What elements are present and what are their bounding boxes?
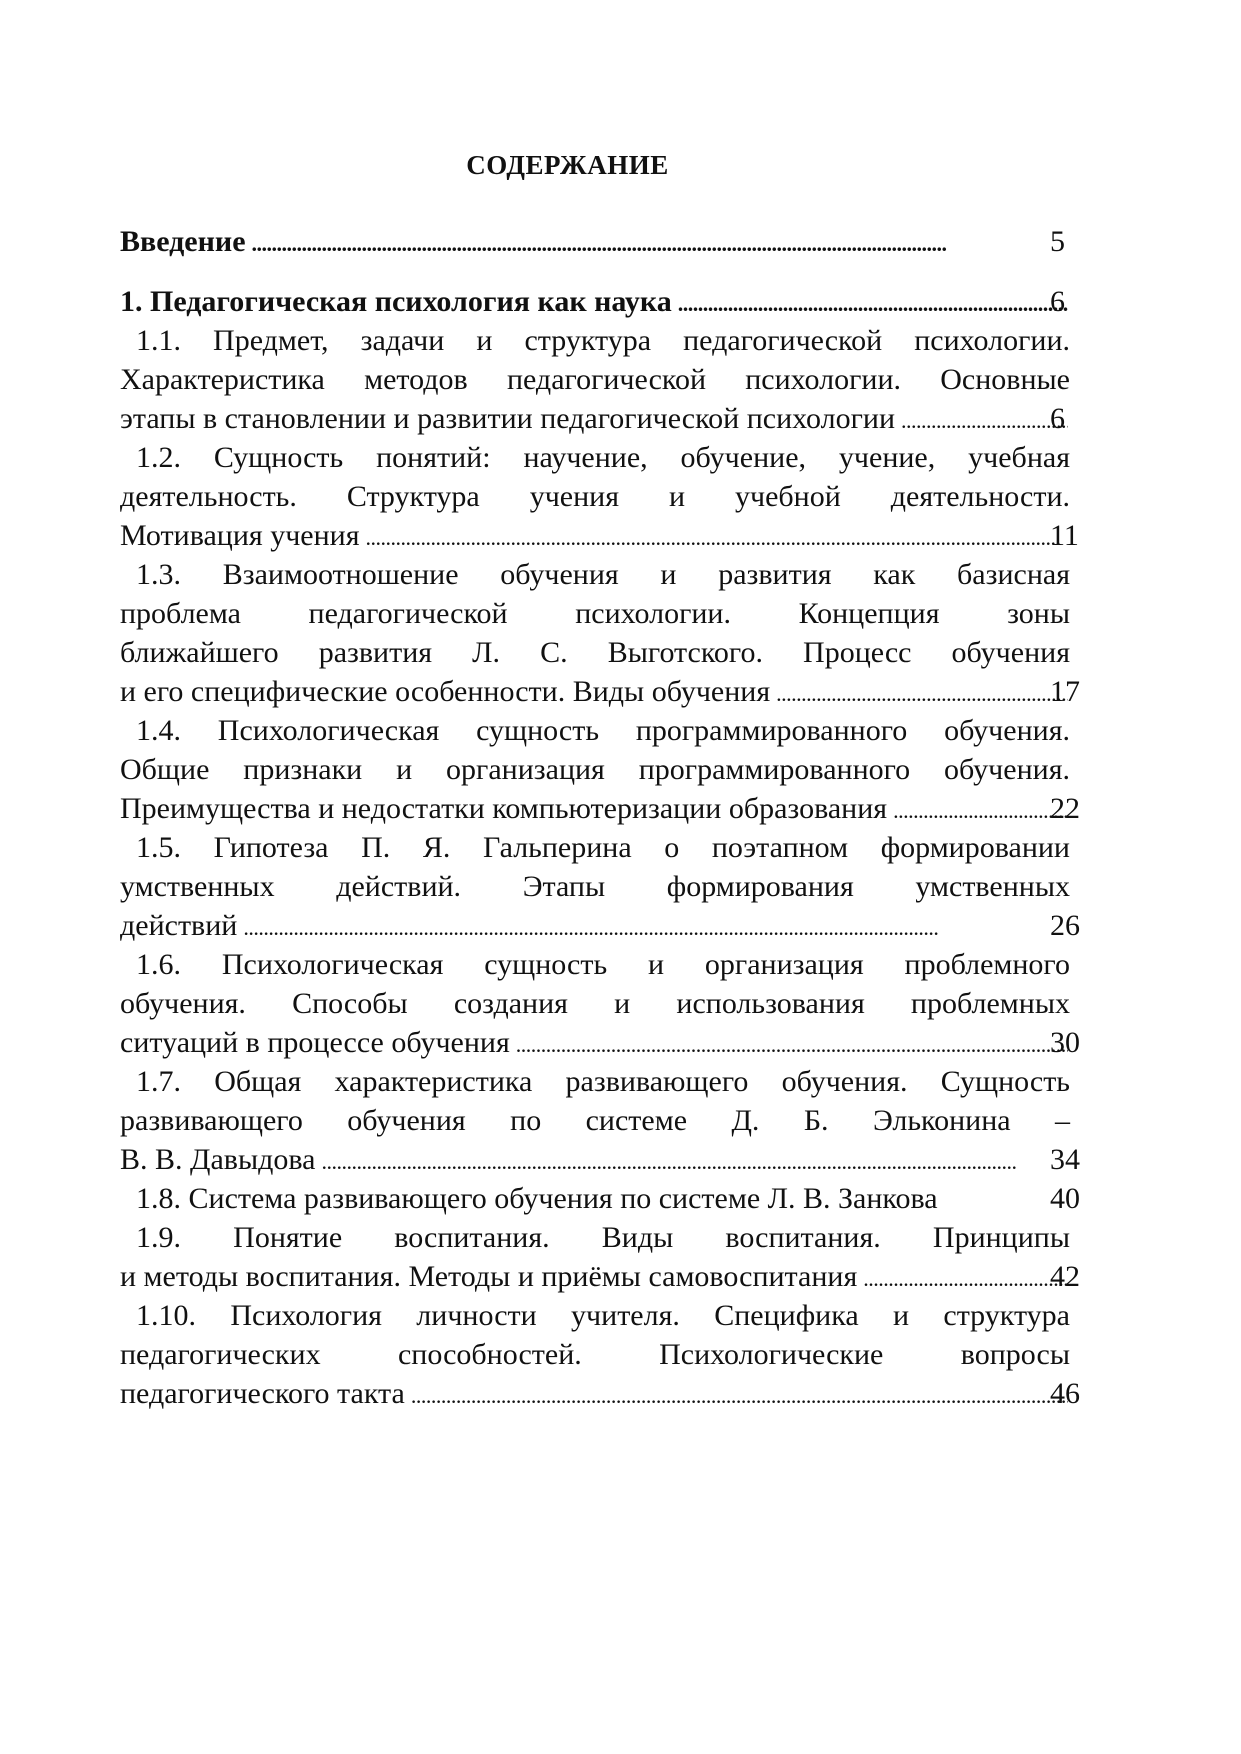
toc-line-text: 1.1. Предмет, задачи и структура педагогической психологии. — [136, 324, 1070, 357]
leader-dots — [411, 1372, 1068, 1418]
toc-line-text: деятельность. Структура учения и учебной деятельности. — [120, 480, 1070, 513]
toc-entry-1-7-line[interactable] — [120, 1060, 1070, 1104]
toc-entry-1-3-line[interactable] — [120, 553, 1070, 597]
toc-line-text: и его специфические особенности. Виды обучения — [120, 675, 771, 708]
toc-entry-1-6-line[interactable] — [120, 943, 1070, 987]
page-number: 34 — [1050, 1143, 1080, 1176]
toc-line-text: ближайшего развития Л. С. Выготского. Процесс обучения — [120, 636, 1070, 669]
toc-line-text: ситуаций в процессе обучения — [120, 1026, 510, 1059]
page-number: 22 — [1050, 792, 1080, 825]
page-number: 46 — [1050, 1377, 1080, 1410]
toc-line-text: действий — [120, 909, 238, 942]
toc-entry-text: Введение — [120, 225, 246, 258]
toc-entry-1-10-line[interactable] — [120, 1294, 1070, 1338]
toc-entry-1-3-line[interactable] — [120, 592, 1070, 636]
toc-line-text: 1.2. Сущность понятий: научение, обучение, учение, учебная — [136, 441, 1070, 474]
toc-entry-1-5-line[interactable] — [120, 826, 1070, 870]
toc-line-text: 1.10. Психология личности учителя. Специфика и структура — [136, 1299, 1070, 1332]
toc-entry-1-10-line[interactable] — [120, 1333, 1070, 1377]
page-number: 26 — [1050, 909, 1080, 942]
toc-line-text: Общие признаки и организация программированного обучения. — [120, 753, 1070, 786]
toc-entry-1-2-line[interactable] — [120, 436, 1070, 480]
toc-entry-1-4-line[interactable] — [120, 748, 1070, 792]
toc-entry-1-7-line[interactable] — [120, 1099, 1070, 1143]
toc-entry-intro[interactable] — [120, 220, 1070, 266]
toc-entry-1-1-line[interactable] — [120, 358, 1070, 402]
page-number: 6 — [1050, 402, 1065, 435]
toc-entry-text: 1. Педагогическая психология как наука — [120, 285, 672, 318]
toc-line-text: Преимущества и недостатки компьютеризации образования — [120, 792, 888, 825]
toc-title: СОДЕРЖАНИЕ — [466, 150, 669, 180]
toc-line-text: 1.3. Взаимоотношение обучения и развития как базисная — [136, 558, 1070, 591]
page-number: 5 — [1050, 225, 1065, 258]
toc-line-text: 1.7. Общая характеристика развивающего обучения. Сущность — [136, 1065, 1070, 1098]
leader-dots — [252, 220, 1068, 266]
toc-line-text: 1.4. Психологическая сущность программированного обучения. — [136, 714, 1070, 747]
toc-line-text: этапы в становлении и развитии педагогической психологии — [120, 402, 896, 435]
toc-entry-1-2-line[interactable] — [120, 475, 1070, 519]
toc-line-text: В. В. Давыдова — [120, 1143, 316, 1176]
toc-line-text: 1.8. Система развивающего обучения по системе Л. В. Занкова — [136, 1182, 938, 1215]
page-number: 6 — [1050, 285, 1065, 318]
toc-line-text: 1.9. Понятие воспитания. Виды воспитания. Принципы — [136, 1221, 1070, 1254]
page-number: 30 — [1050, 1026, 1080, 1059]
page-number: 17 — [1050, 675, 1080, 708]
toc-line-text: педагогических способностей. Психологические вопросы — [120, 1338, 1070, 1371]
toc-entry-1-9-line[interactable] — [120, 1216, 1070, 1260]
toc-entry-1-1-line[interactable] — [120, 319, 1070, 363]
toc-line-text: и методы воспитания. Методы и приёмы самовоспитания — [120, 1260, 858, 1293]
toc-entry-1-4-line[interactable] — [120, 709, 1070, 753]
toc-line-text: развивающего обучения по системе Д. Б. Эльконина – — [120, 1104, 1070, 1137]
toc-entry-1-3-line[interactable] — [120, 631, 1070, 675]
toc-line-text: педагогического такта — [120, 1377, 405, 1410]
page-number: 11 — [1050, 519, 1079, 552]
toc-line-text: умственных действий. Этапы формирования умственных — [120, 870, 1070, 903]
toc-line-text: обучения. Способы создания и использования проблемных — [120, 987, 1070, 1020]
toc-line-text: Характеристика методов педагогической психологии. Основные — [120, 363, 1070, 396]
toc-entry-1-6-line[interactable] — [120, 982, 1070, 1026]
page-number: 42 — [1050, 1260, 1080, 1293]
page-number: 40 — [1050, 1182, 1080, 1215]
toc-line-text: 1.6. Психологическая сущность и организация проблемного — [136, 948, 1070, 981]
toc-entry-1-10-line[interactable] — [120, 1372, 1070, 1418]
toc-line-text: 1.5. Гипотеза П. Я. Гальперина о поэтапном формировании — [136, 831, 1070, 864]
toc-line-text: Мотивация учения — [120, 519, 360, 552]
toc-line-text: проблема педагогической психологии. Концепция зоны — [120, 597, 1070, 630]
toc-entry-1-8-line[interactable] — [120, 1177, 1070, 1221]
toc-entry-1-5-line[interactable] — [120, 865, 1070, 909]
